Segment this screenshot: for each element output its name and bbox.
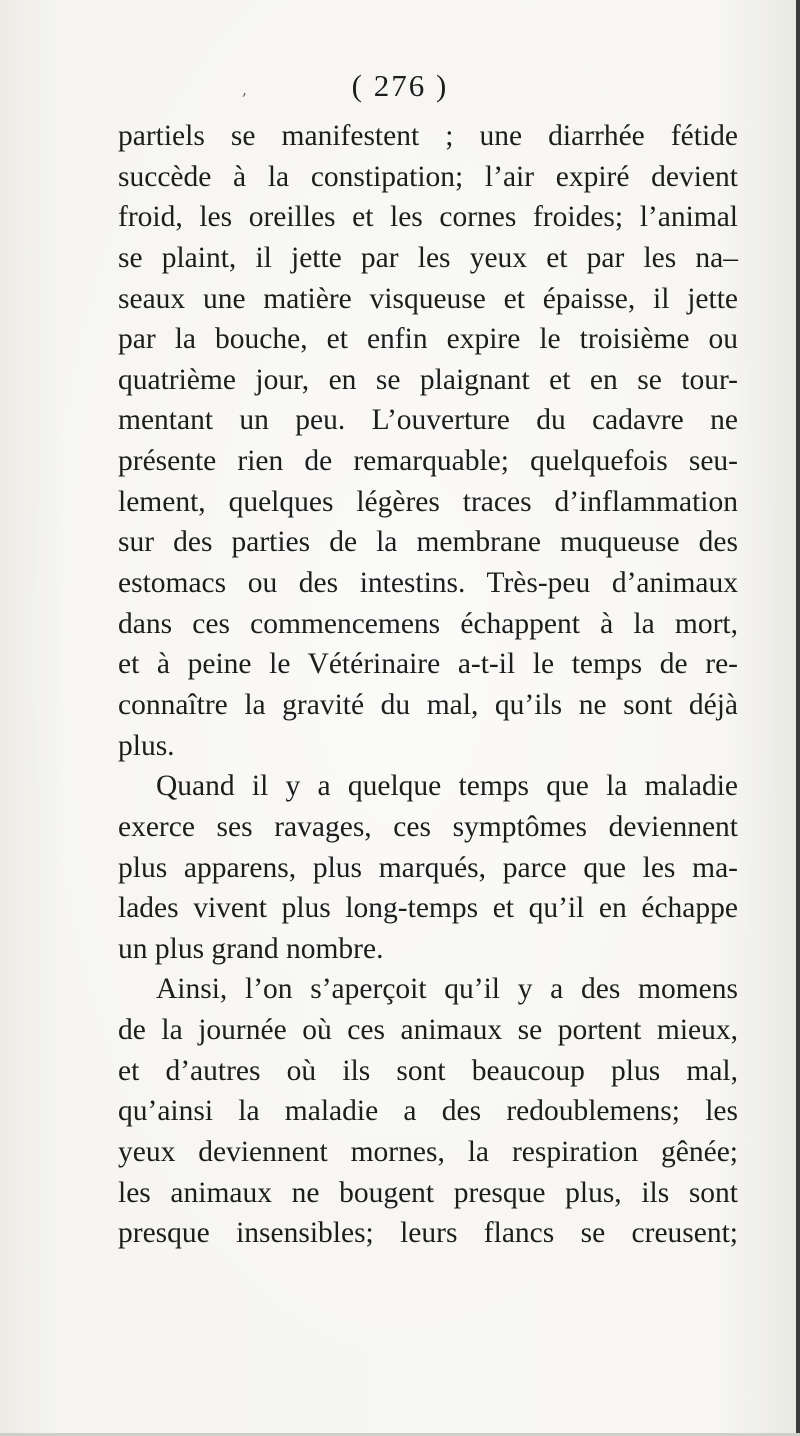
paragraph-1 (118, 116, 738, 766)
text-line: plus apparens, plus marqués, parce que les ma- (118, 851, 738, 884)
text-line: se plaint, il jette par les yeux et par les na– (118, 241, 738, 274)
text-line: les animaux ne bougent presque plus, ils sont (118, 1176, 738, 1209)
page-edge-shadow (796, 0, 800, 1436)
text-line: connaître la gravité du mal, qu’ils ne sont déjà (118, 688, 738, 721)
text-line: Quand il y a quelque temps que la maladie (156, 770, 738, 803)
text-line: par la bouche, et enfin expire le troisième ou (118, 323, 738, 356)
text-line: yeux deviennent mornes, la respiration gênée; (118, 1136, 738, 1169)
text-line: un plus grand nombre. (118, 932, 384, 965)
text-line: seaux une matière visqueuse et épaisse, il jette (118, 282, 738, 315)
paragraph-3 (118, 969, 738, 1253)
text-line: et d’autres où ils sont beaucoup plus mal, (118, 1054, 738, 1087)
text-line: de la journée où ces animaux se portent mieux, (118, 1014, 738, 1047)
text-line: plus. (118, 729, 175, 762)
text-line: quatrième jour, en se plaignant et en se tour- (118, 363, 738, 396)
text-line: mentant un peu. L’ouverture du cadavre ne (118, 404, 738, 437)
text-line: et à peine le Vétérinaire a-t-il le temps de re- (118, 648, 738, 681)
ink-mark: , (242, 80, 248, 99)
text-line: froid, les oreilles et les cornes froides; l’animal (118, 201, 738, 234)
text-line: Ainsi, l’on s’aperçoit qu’il y a des momens (156, 973, 738, 1006)
text-line: presque insensibles; leurs flancs se creusent; (118, 1217, 738, 1250)
paragraph-2 (118, 766, 738, 969)
text-line: succède à la constipation; l’air expiré devient (118, 160, 738, 193)
text-line: lement, quelques légères traces d’inflammation (118, 485, 738, 518)
text-line: qu’ainsi la maladie a des redoublemens; les (118, 1095, 738, 1128)
text-line: exerce ses ravages, ces symptômes deviennent (118, 810, 738, 843)
text-line: sur des parties de la membrane muqueuse des (118, 526, 738, 559)
text-line: partiels se manifestent ; une diarrhée fétide (118, 120, 738, 152)
text-line: lades vivent plus long-temps et qu’il en échappe (118, 892, 738, 925)
body-text (118, 116, 738, 1254)
page-number: ( 276 ) (351, 68, 449, 103)
text-line: dans ces commencemens échappent à la mort, (118, 607, 738, 640)
text-line: présente rien de remarquable; quelquefois seu- (118, 445, 738, 478)
text-line: estomacs ou des intestins. Très-peu d’animaux (118, 567, 738, 600)
